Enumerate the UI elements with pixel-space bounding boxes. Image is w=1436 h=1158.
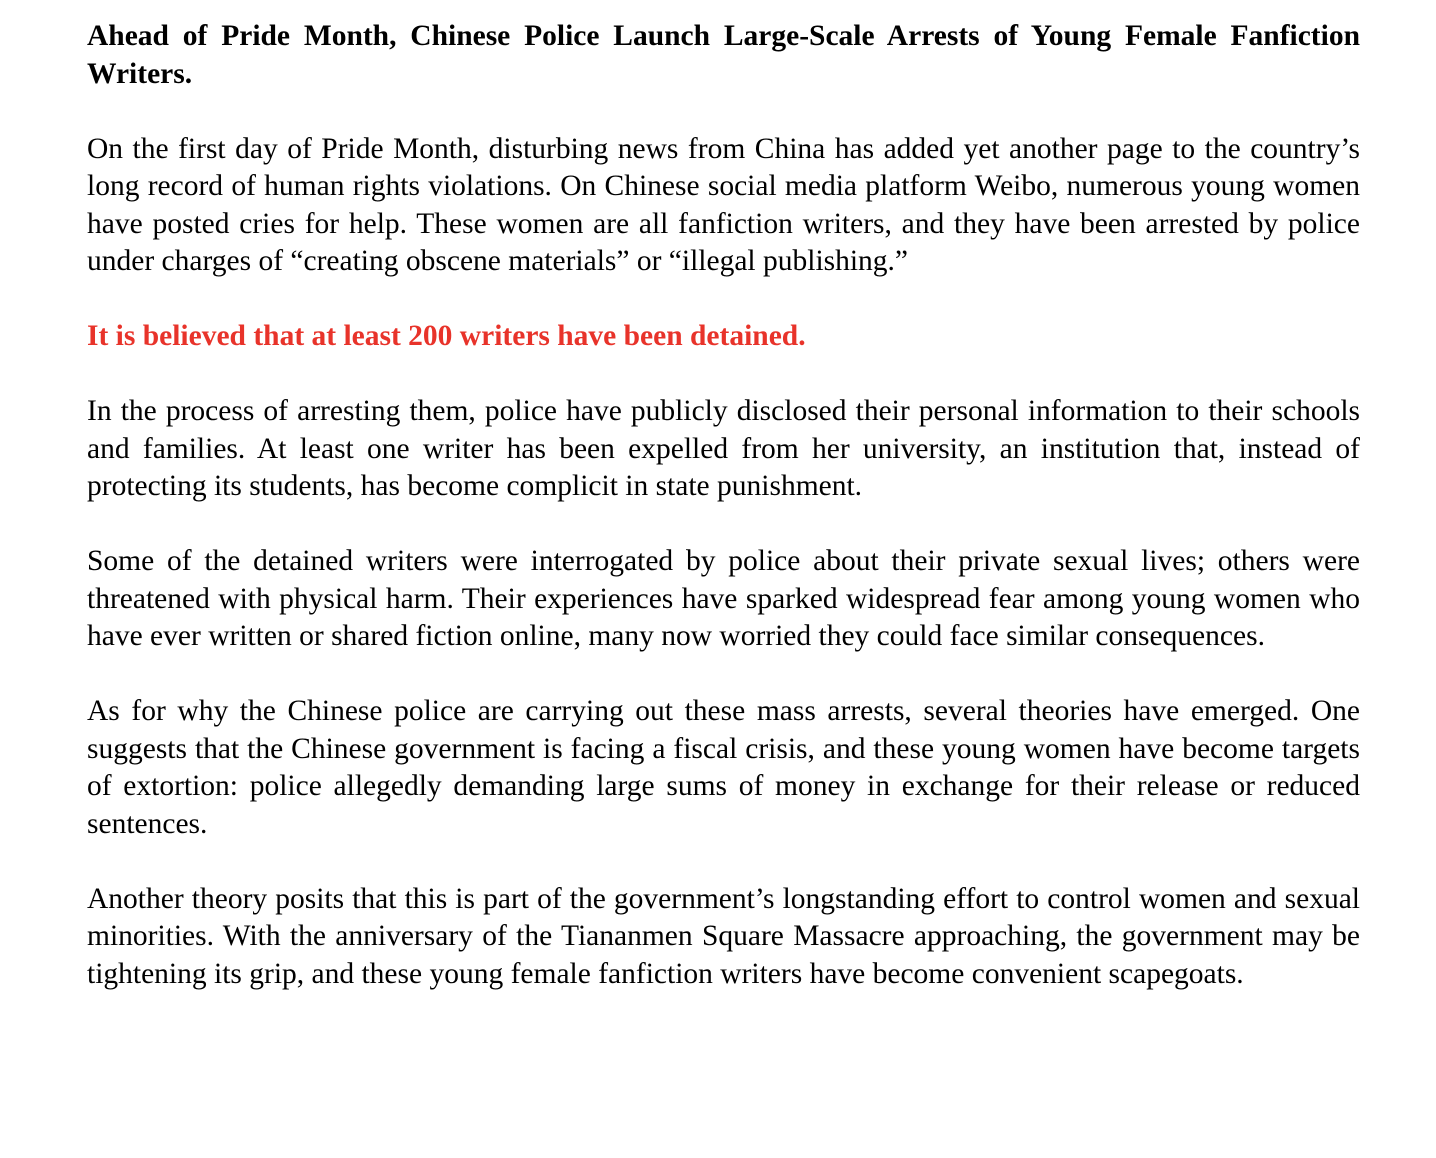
document-page [87, 18, 1360, 1031]
highlighted-statement: It is believed that at least 200 writers have been detained. [87, 320, 806, 352]
article-title: Ahead of Pride Month, Chinese Police Launch Large-Scale Arrests of Young Female Fanfiction Writers. [87, 20, 1360, 90]
paragraph-theory-extortion: As for why the Chinese police are carrying out these mass arrests, several theories have emerged. One suggests that the Chinese government is facing a fiscal crisis, and these young women have become targets of extortion: police allegedly demanding large sums of money in exchange for their release or reduced sentences. [87, 695, 1360, 840]
paragraph-disclosure: In the process of arresting them, police have publicly disclosed their personal information to their schools and families. At least one writer has been expelled from her university, an institution that, instead of protecting its students, has become complicit in state punishment. [87, 395, 1360, 502]
paragraph-interrogation: Some of the detained writers were interrogated by police about their private sexual lives; others were threatened with physical harm. Their experiences have sparked widespread fear among young women who have ever written or shared fiction online, many now worried they could face similar consequences. [87, 545, 1360, 652]
paragraph-theory-control: Another theory posits that this is part of the government’s longstanding effort to control women and sexual minorities. With the anniversary of the Tiananmen Square Massacre approaching, the government may be tightening its grip, and these young female fanfiction writers have become convenient scapegoats. [87, 882, 1360, 990]
paragraph-intro: On the first day of Pride Month, disturbing news from China has added yet another page to the country’s long record of human rights violations. On Chinese social media platform Weibo, numerous young women have posted cries for help. These women are all fanfiction writers, and they have been arrested by police under charges of “creating obscene materials” or “illegal publishing.” [87, 132, 1360, 277]
